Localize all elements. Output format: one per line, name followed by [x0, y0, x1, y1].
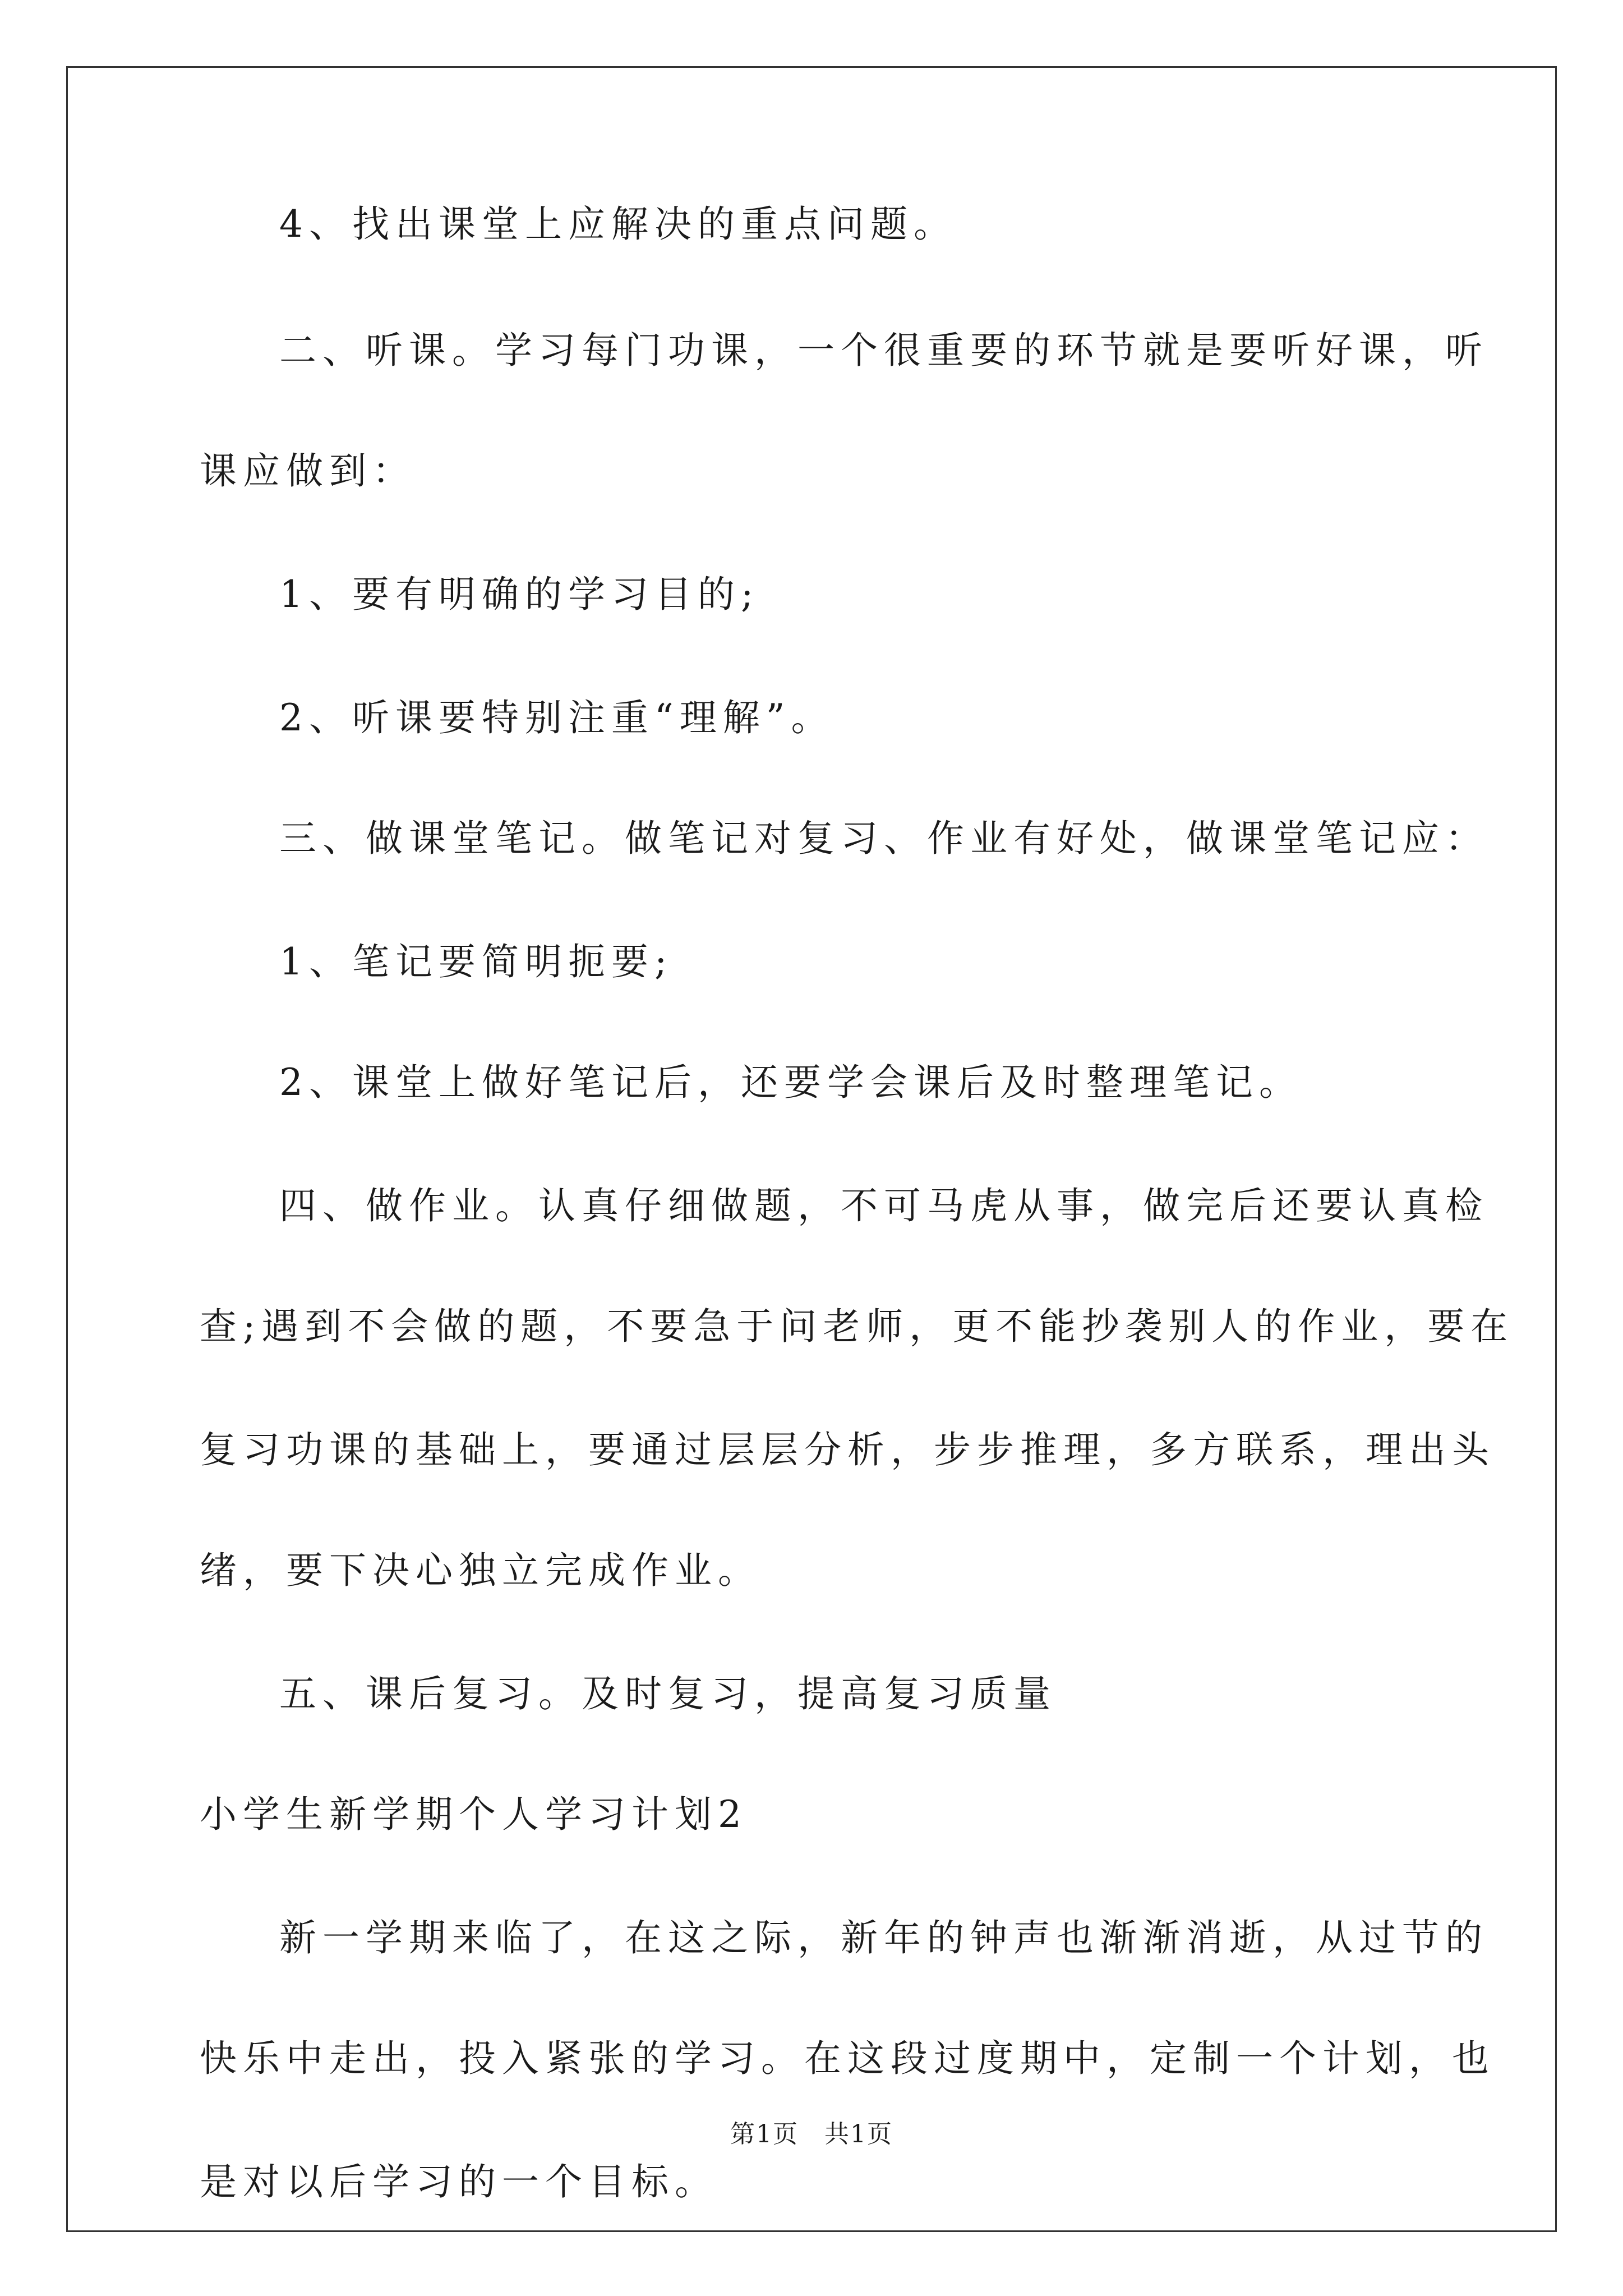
text-line: 三、做课堂笔记。做笔记对复习、作业有好处，做课堂笔记应： — [279, 817, 1488, 860]
text-line: 复习功课的基础上，要通过层层分析，步步推理，多方联系，理出头 — [200, 1428, 1495, 1471]
text-line: 五、课后复习。及时复习，提高复习质量 — [279, 1672, 1057, 1715]
text-line: 4、找出课堂上应解决的重点问题。 — [279, 203, 957, 246]
text-line: 2、课堂上做好笔记后，还要学会课后及时整理笔记。 — [279, 1061, 1302, 1104]
text-line: 新一学期来临了，在这之际，新年的钟声也渐渐消逝，从过节的 — [279, 1916, 1488, 1959]
page-frame — [66, 66, 1557, 2232]
text-line: 四、做作业。认真仔细做题，不可马虎从事，做完后还要认真检 — [279, 1184, 1488, 1227]
text-line: 二、听课。学习每门功课，一个很重要的环节就是要听好课，听 — [279, 329, 1488, 372]
text-line: 1、笔记要简明扼要; — [279, 940, 674, 983]
text-line: 2、听课要特别注重“理解”。 — [279, 696, 834, 739]
text-line: 课应做到： — [200, 449, 416, 493]
page-number-footer: 第1页 共1页 — [730, 2120, 893, 2148]
section-heading: 小学生新学期个人学习计划2 — [200, 1793, 748, 1836]
text-line: 查;遇到不会做的题，不要急于问老师，更不能抄袭别人的作业，要在 — [200, 1305, 1514, 1348]
text-line: 1、要有明确的学习目的; — [279, 573, 760, 616]
text-line: 绪，要下决心独立完成作业。 — [200, 1549, 761, 1592]
text-line: 是对以后学习的一个目标。 — [200, 2160, 718, 2203]
text-line: 快乐中走出，投入紧张的学习。在这段过度期中，定制一个计划，也 — [200, 2037, 1495, 2080]
